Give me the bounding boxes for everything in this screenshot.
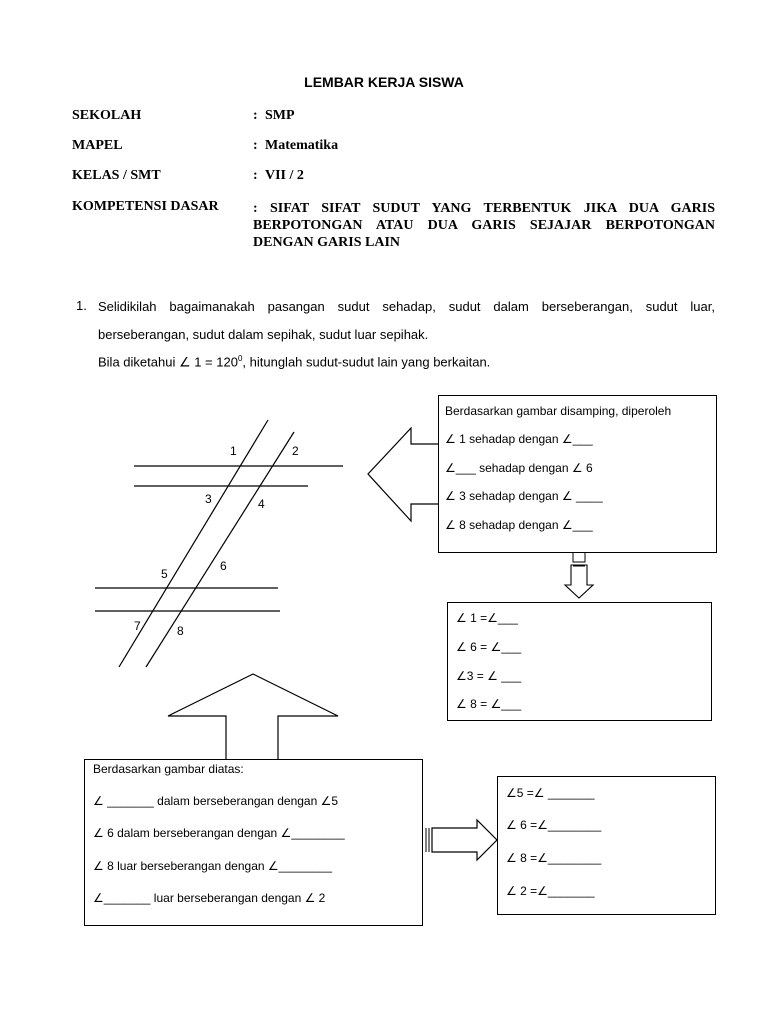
angle-label-6: 6 [220, 559, 227, 573]
alternate-value-1: ∠5 =∠ _______ [506, 786, 595, 800]
question-number: 1. [76, 298, 87, 313]
arrow-right-shape [432, 820, 497, 860]
arrow-left-shape [368, 428, 438, 521]
angle-label-1: 1 [230, 444, 237, 458]
angle-label-7: 7 [134, 619, 141, 633]
question-line-2: berseberangan, sudut dalam sepihak, sudut luar sepihak. [98, 327, 429, 342]
question-line-1: Selidikilah bagaimanakah pasangan sudut sehadap, sudut dalam berseberangan, sudut luar, [98, 299, 715, 314]
corresponding-values-box [447, 602, 712, 721]
alternate-values-box [497, 776, 716, 915]
alternate-item-2: ∠ 6 dalam berseberangan dengan ∠________ [93, 826, 345, 840]
corresponding-value-1: ∠ 1 =∠___ [456, 611, 518, 625]
corresponding-value-2: ∠ 6 = ∠___ [456, 640, 522, 654]
kd-line-3: DENGAN GARIS LAIN [253, 235, 401, 250]
corresponding-item-3: ∠ 3 sehadap dengan ∠ ____ [445, 489, 603, 503]
question-known: Bila diketahui ∠ $1 = 120^0$, hitunglah sudut-sudut lain yang berkaitan. [98, 354, 491, 370]
parallel-lines-diagram [95, 420, 343, 667]
corresponding-item-2: ∠___ sehadap dengan ∠ 6 [445, 461, 593, 475]
kd-line-1: : SIFAT SIFAT SUDUT YANG TERBENTUK JIKA DUA GARIS [253, 201, 716, 216]
corresponding-angles-box [438, 395, 717, 553]
angle-label-4: 4 [258, 497, 265, 511]
corresponding-value-3: ∠3 = ∠ ___ [456, 669, 522, 683]
alternate-value-3: ∠ 8 =∠________ [506, 851, 602, 865]
mapel-value: Matematika [265, 138, 339, 153]
kd-line-2: BERPOTONGAN ATAU DUA GARIS SEJAJAR BERPOTONGAN [253, 218, 715, 233]
corresponding-item-1: ∠ 1 sehadap dengan ∠___ [445, 432, 593, 446]
kelas-colon: : [253, 168, 258, 183]
kelas-label: KELAS / SMT [72, 168, 161, 183]
kd-label: KOMPETENSI DASAR [72, 199, 219, 214]
mapel-colon: : [253, 138, 258, 153]
down-arrow-shape [565, 565, 593, 598]
angle-label-3: 3 [205, 492, 212, 506]
alternate-value-4: ∠ 2 =∠_______ [506, 884, 595, 898]
corresponding-item-4: ∠ 8 sehadap dengan ∠___ [445, 518, 593, 532]
alternate-box-heading: Berdasarkan gambar diatas: [93, 762, 244, 776]
angle-label-5: 5 [161, 567, 168, 581]
sekolah-colon: : [253, 108, 258, 123]
down-arrow-stem-top [573, 552, 585, 562]
worksheet-title: LEMBAR KERJA SISWA [304, 74, 464, 90]
transversal-line-2 [146, 432, 294, 667]
arrow-up-shape [168, 674, 338, 760]
alternate-item-1: ∠ _______ dalam berseberangan dengan ∠5 [93, 794, 339, 808]
sekolah-label: SEKOLAH [72, 108, 142, 123]
alternate-item-3: ∠ 8 luar berseberangan dengan ∠________ [93, 859, 333, 873]
corresponding-value-4: ∠ 8 = ∠___ [456, 697, 522, 711]
transversal-line-1 [119, 420, 268, 667]
kelas-value: VII / 2 [265, 168, 304, 183]
angle-label-8: 8 [177, 624, 184, 638]
alternate-angles-box [84, 759, 423, 926]
alternate-item-4: ∠_______ luar berseberangan dengan ∠ 2 [93, 891, 326, 905]
alternate-value-2: ∠ 6 =∠________ [506, 818, 602, 832]
mapel-label: MAPEL [72, 138, 123, 153]
angle-label-2: 2 [292, 444, 299, 458]
sekolah-value: SMP [265, 108, 295, 123]
corresponding-box-heading: Berdasarkan gambar disamping, diperoleh [445, 404, 672, 418]
